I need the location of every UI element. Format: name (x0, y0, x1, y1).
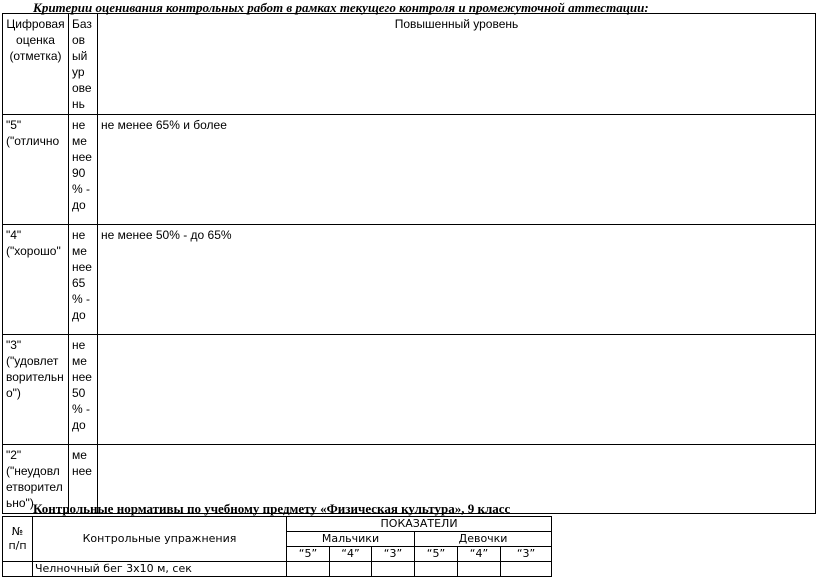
basic-header-line: нь (72, 97, 85, 111)
grade-line: ("хорошо" (6, 244, 61, 258)
advanced-level-cell (98, 335, 816, 445)
grade-cell (3, 335, 69, 445)
value-cell (415, 562, 458, 577)
basic-header-line: ов (72, 33, 86, 47)
basic-line: 65 (72, 276, 86, 290)
norms-header-row (3, 517, 552, 532)
criteria-row-4 (3, 225, 816, 335)
norms-table (2, 516, 552, 577)
num-header (3, 517, 33, 562)
basic-line: до (72, 308, 86, 322)
grade-line: "5" (6, 118, 22, 132)
advanced-level-cell: не менее 65% и более (98, 115, 816, 225)
grade-line: ("неудовл (6, 464, 60, 478)
basic-line: ме (72, 134, 87, 148)
row-number-cell (3, 562, 33, 577)
basic-line: не (72, 228, 86, 242)
grade-header-line: оценка (16, 33, 55, 47)
grade-col-header: “5” (415, 547, 458, 562)
grade-col-header: “4” (458, 547, 501, 562)
basic-line: 50 (72, 386, 86, 400)
basic-header-line: ый (72, 49, 88, 63)
indicators-header: ПОКАЗАТЕЛИ (287, 517, 552, 532)
criteria-heading: Критерии оценивания контрольных работ в рамках текущего контроля и промежуточной аттестации: (33, 0, 649, 15)
advanced-level-header: Повышенный уровень (98, 14, 816, 115)
value-cell (501, 562, 552, 577)
basic-line: ме (72, 244, 87, 258)
value-cell (330, 562, 372, 577)
grade-line: о") (6, 386, 21, 400)
grade-header (3, 14, 69, 115)
grade-header-line: Цифровая (6, 17, 65, 31)
basic-line: нее (72, 260, 92, 274)
basic-line: до (72, 198, 86, 212)
grade-col-header: “3” (372, 547, 415, 562)
value-cell (287, 562, 330, 577)
grade-line: ворительн (6, 370, 64, 384)
basic-level-cell (69, 335, 98, 445)
basic-line: до (72, 418, 86, 432)
grade-line: ьно") (6, 496, 34, 510)
norms-title: Контрольные нормативы по учебному предмету «Физическая культура», 9 класс (33, 501, 511, 516)
value-cell (458, 562, 501, 577)
basic-line: ме (72, 448, 87, 462)
value-cell (372, 562, 415, 577)
basic-header-line: Баз (72, 17, 92, 31)
basic-line: нее (72, 370, 92, 384)
grade-line: "4" (6, 228, 22, 242)
basic-line: 90 (72, 166, 86, 180)
norms-row (3, 562, 552, 577)
num-header-line: № (11, 525, 24, 538)
basic-line: нее (72, 464, 92, 478)
basic-level-cell (69, 115, 98, 225)
grade-line: "3" (6, 338, 22, 352)
grade-col-header: “4” (330, 547, 372, 562)
grade-line: етворител (6, 480, 63, 494)
basic-line: нее (72, 150, 92, 164)
num-header-line: п/п (8, 539, 27, 552)
exercise-header: Контрольные упражнения (33, 517, 287, 562)
grade-line: "2" (6, 448, 22, 462)
girls-header: Девочки (415, 532, 552, 547)
basic-header-line: ур (72, 65, 85, 79)
basic-line: не (72, 118, 86, 132)
grade-col-header: “5” (287, 547, 330, 562)
grade-cell (3, 225, 69, 335)
criteria-table (2, 13, 816, 514)
grade-line: ("отлично (6, 134, 60, 148)
basic-line: ме (72, 354, 87, 368)
grade-header-line: (отметка) (9, 49, 62, 63)
basic-level-cell (69, 225, 98, 335)
basic-line: % - (72, 182, 90, 196)
advanced-level-cell: не менее 50% - до 65% (98, 225, 816, 335)
exercise-cell: Челночный бег 3х10 м, сек (33, 562, 287, 577)
criteria-header-row (3, 14, 816, 115)
criteria-row-5 (3, 115, 816, 225)
grade-col-header: “3” (501, 547, 552, 562)
basic-header-line: ове (72, 81, 92, 95)
grade-cell (3, 115, 69, 225)
boys-header: Мальчики (287, 532, 415, 547)
basic-line: % - (72, 402, 90, 416)
basic-line: % - (72, 292, 90, 306)
grade-line: ("удовлет (6, 354, 59, 368)
basic-level-header (69, 14, 98, 115)
basic-line: не (72, 338, 86, 352)
criteria-row-3 (3, 335, 816, 445)
